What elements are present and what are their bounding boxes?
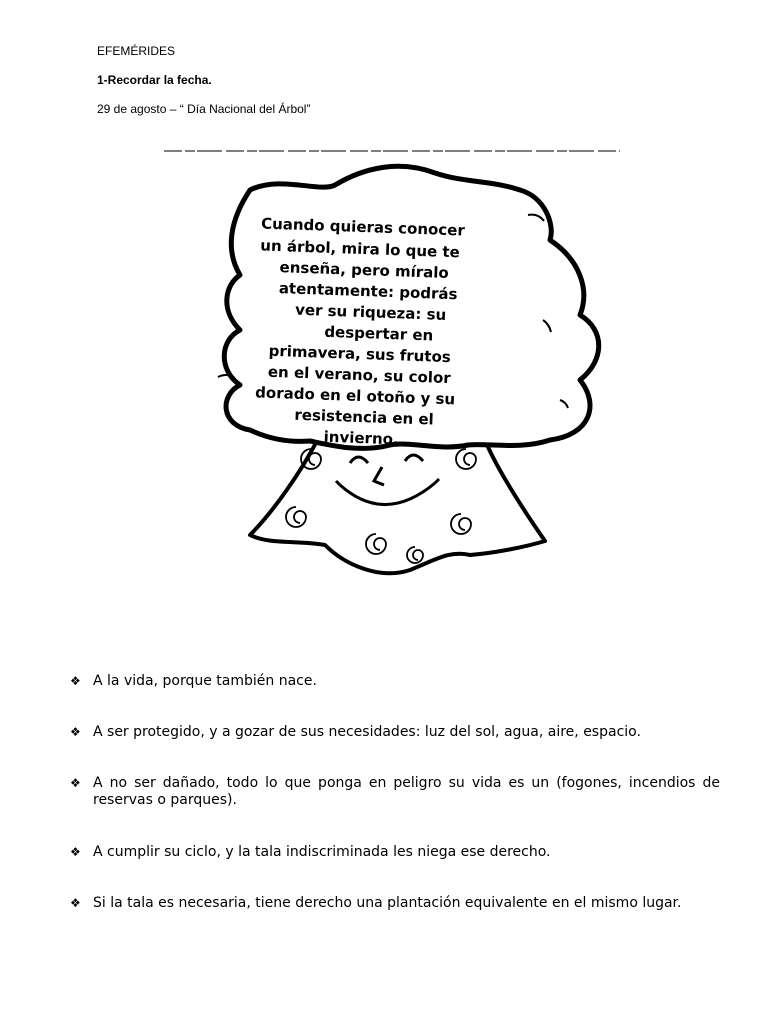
instruction-heading: 1-Recordar la fecha.: [97, 73, 212, 87]
list-item: ❖ A ser protegido, y a gozar de sus necesidades: luz del sol, agua, aire, espacio.: [70, 724, 641, 740]
doc-title: EFEMÉRIDES: [97, 44, 176, 58]
poem-line: invierno.: [323, 427, 399, 449]
poem-line: en el verano, su color: [267, 362, 452, 388]
poem-line: dorado en el otoño y su: [254, 383, 456, 409]
poem-line: resistencia en el: [294, 405, 435, 429]
diamond-bullet-icon: ❖: [70, 896, 81, 910]
diamond-bullet-icon: ❖: [70, 725, 81, 739]
date-line: 29 de agosto – “ Día Nacional del Árbol”: [97, 102, 311, 116]
poem-line: enseña, pero míralo: [279, 258, 450, 283]
diamond-bullet-icon: ❖: [70, 776, 81, 790]
poem-line: Cuando quieras conocer: [260, 214, 466, 240]
diamond-bullet-icon: ❖: [70, 845, 81, 859]
list-item: ❖ A cumplir su ciclo, y la tala indiscriminada les niega ese derecho.: [70, 844, 551, 860]
diamond-bullet-icon: ❖: [70, 674, 81, 688]
poem-line: despertar en: [324, 322, 434, 345]
list-item: ❖ A no ser dañado, todo lo que ponga en peligro su vida es un (fogones, incendios de reservas o parques).: [70, 775, 720, 808]
list-item: ❖ Si la tala es necesaria, tiene derecho una plantación equivalente en el mismo lugar.: [70, 895, 682, 911]
poem-line: ver su riqueza: su: [294, 300, 447, 324]
poem-line: un árbol, mira lo que te: [260, 236, 461, 262]
poem-line: atentamente: podrás: [278, 279, 458, 304]
poem-line: primavera, sus frutos: [268, 341, 452, 367]
list-item: ❖ A la vida, porque también nace.: [70, 673, 317, 689]
tree-illustration: [150, 145, 620, 585]
